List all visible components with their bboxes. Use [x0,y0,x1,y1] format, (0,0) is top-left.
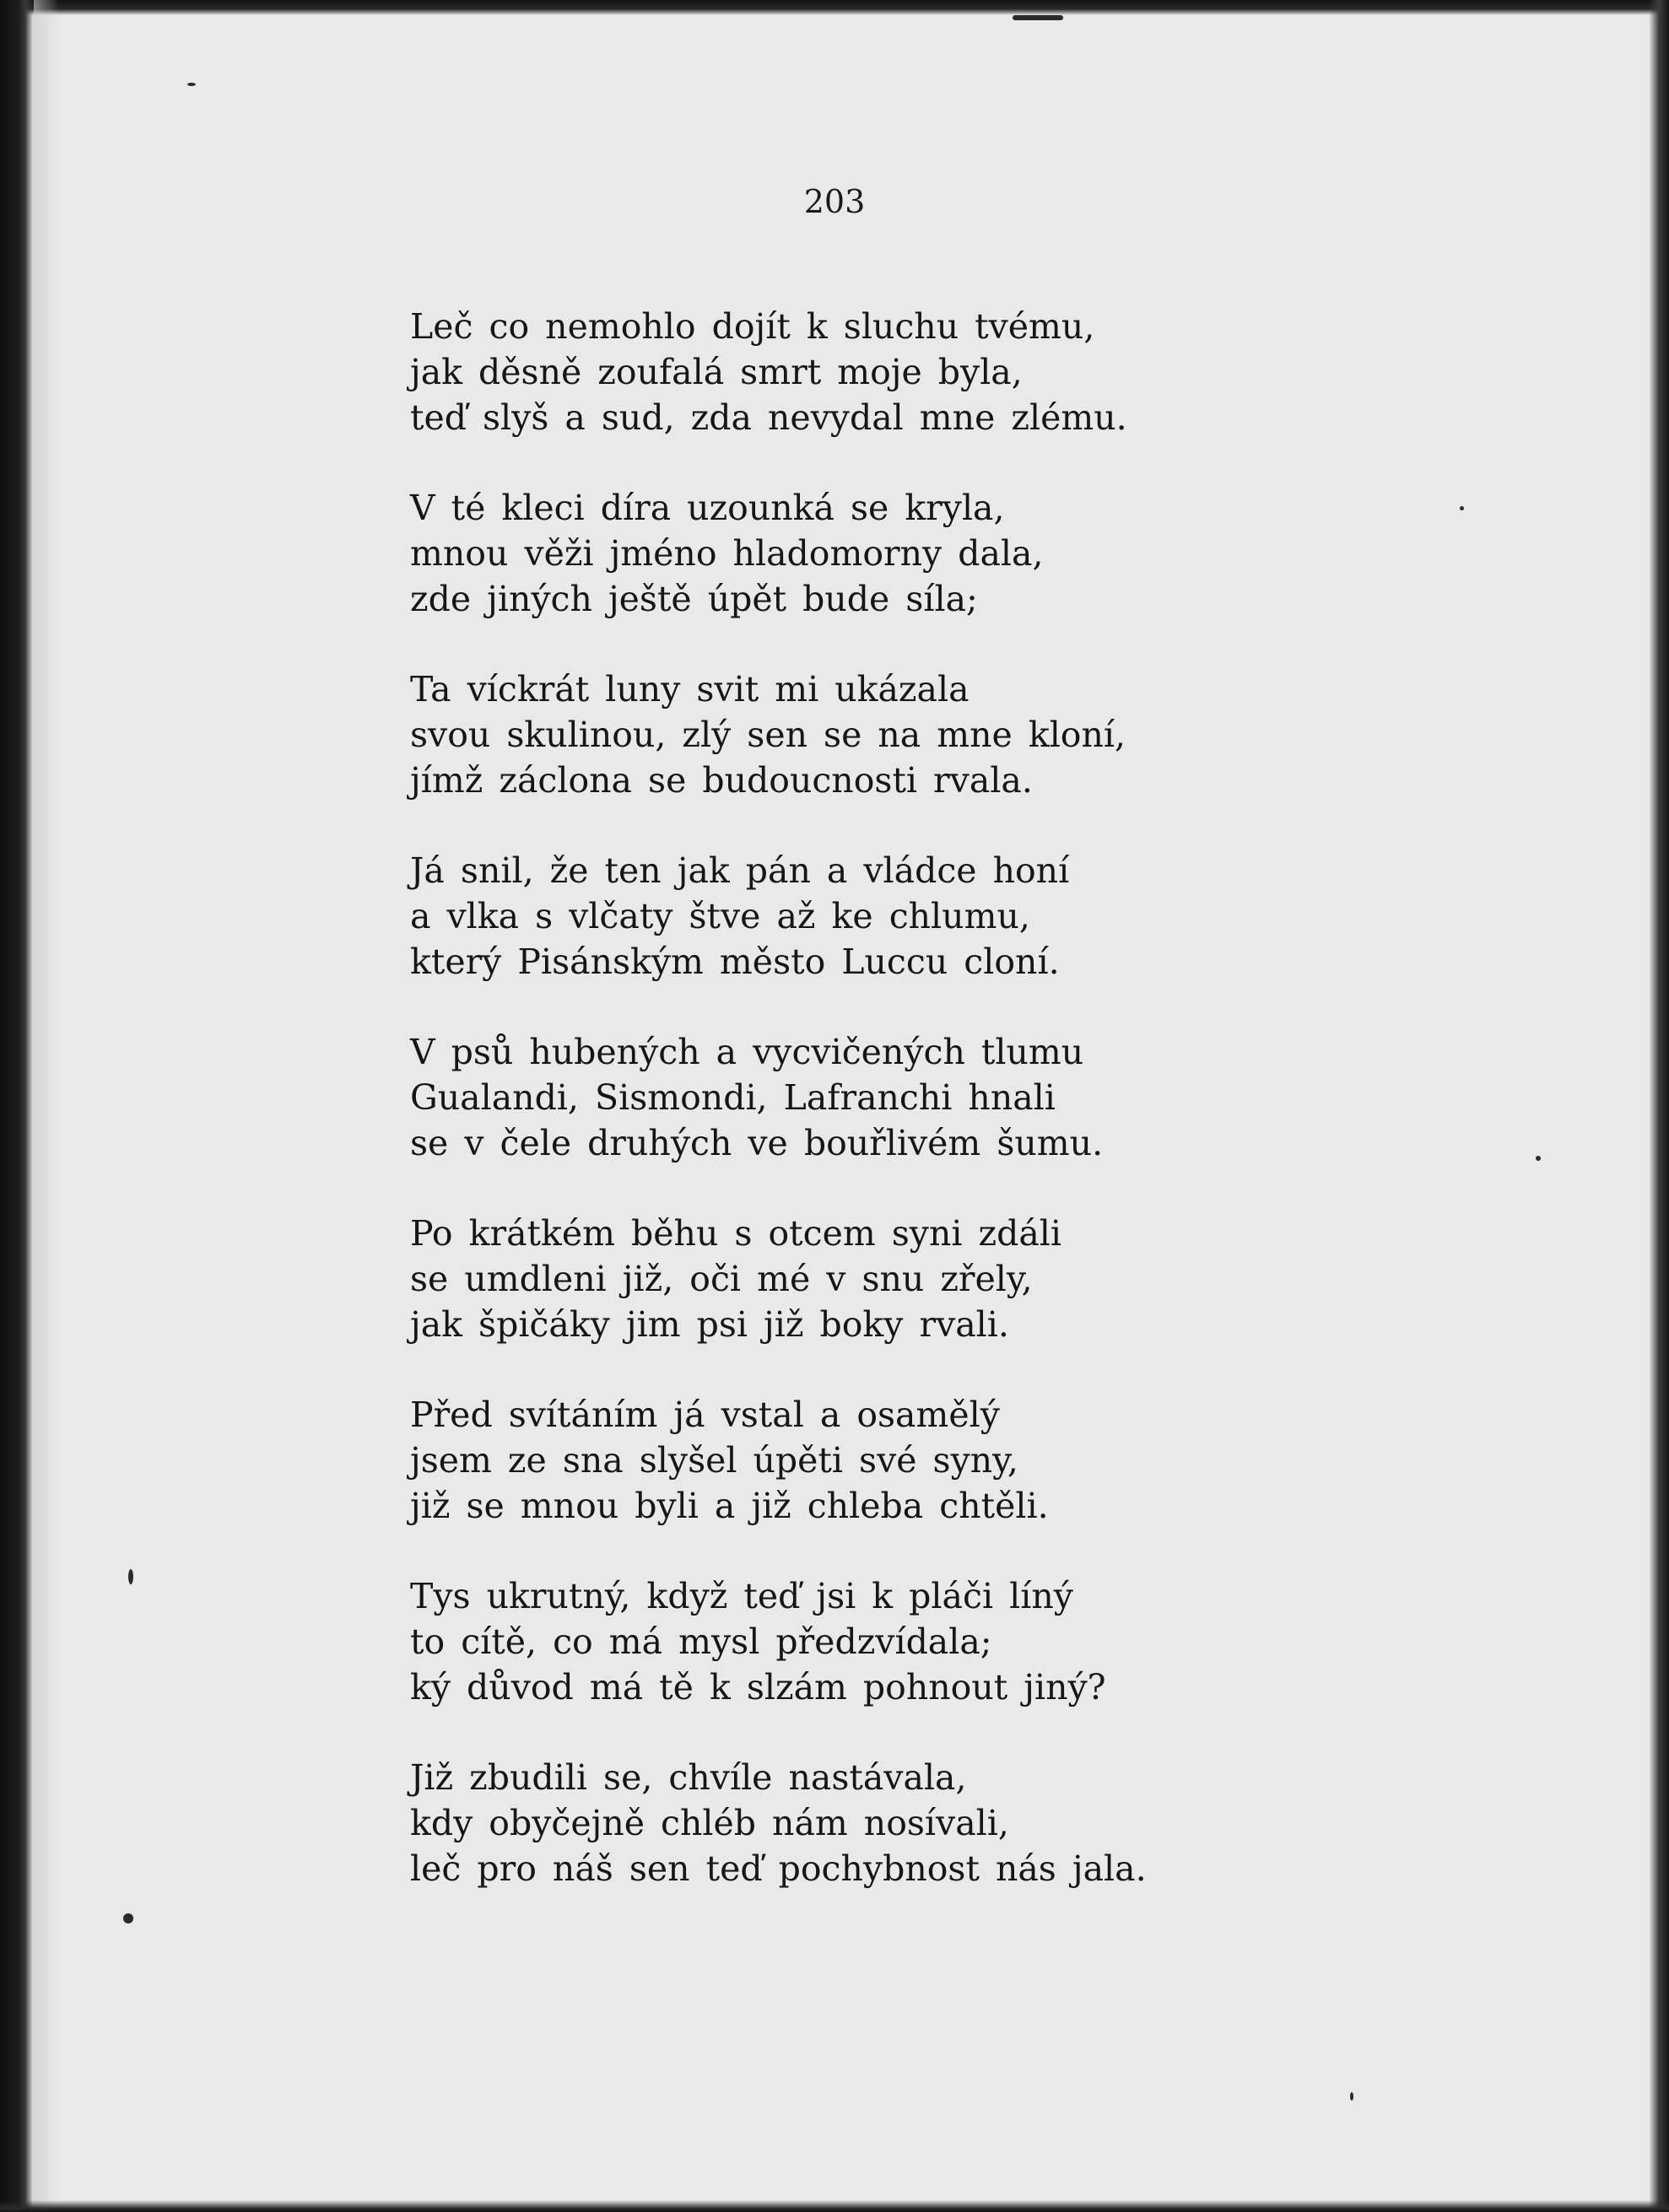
scan-edge-bottom [0,2200,1669,2212]
poem-line: Ta víckrát luny svit mi ukázala [410,669,970,709]
stanza [410,1211,1254,1347]
poem-line: Gualandi, Sismondi, Lafranchi hnali [410,1077,1056,1118]
page-fold-shadow [34,0,59,2212]
scan-speck [128,1569,133,1584]
scan-edge-top [0,0,1669,15]
scan-edge-left [0,0,34,2212]
poem-line: Po krátkém běhu s otcem syni zdáli [410,1213,1062,1254]
stanza [410,1573,1254,1710]
poem-line: mnou věži jméno hladomorny dala, [410,533,1044,574]
poem-line: se umdleni již, oči mé v snu zřely, [410,1259,1033,1299]
stanza [410,304,1254,440]
stanza [410,1029,1254,1166]
scan-speck [1460,506,1464,510]
scan-edge-right [1649,0,1669,2212]
stanza [410,666,1254,803]
poem-line: jak děsně zoufalá smrt moje byla, [410,352,1023,392]
poem-line: se v čele druhých ve bouřlivém šumu. [410,1123,1104,1163]
stanza [410,1755,1254,1891]
poem-line: kdy obyčejně chléb nám nosívali, [410,1803,1009,1843]
scan-speck [1536,1156,1541,1161]
poem-line: který Pisánským město Luccu cloní. [410,941,1060,982]
poem-line: Leč co nemohlo dojít k sluchu tvému, [410,306,1095,347]
poem-line: teď slyš a sud, zda nevydal mne zlému. [410,397,1127,438]
scan-speck [187,83,196,86]
scan-speck [1350,2092,1353,2101]
poem-text [410,304,1254,1936]
stanza [410,1392,1254,1529]
stanza [410,485,1254,622]
poem-line: jak špičáky jim psi již boky rvali. [410,1304,1009,1345]
poem-line: V té kleci díra uzounká se kryla, [410,488,1005,528]
stanza [410,848,1254,985]
poem-line: jsem ze sna slyšel úpěti své syny, [410,1440,1018,1481]
poem-line: Tys ukrutný, když teď jsi k pláči líný [410,1576,1073,1616]
poem-line: svou skulinou, zlý sen se na mne kloní, [410,715,1126,755]
page-number: 203 [803,183,866,220]
poem-line: a vlka s vlčaty štve až ke chlumu, [410,896,1030,936]
poem-line: Před svítáním já vstal a osamělý [410,1395,1000,1435]
poem-line: Já snil, že ten jak pán a vládce honí [410,850,1070,891]
poem-line: již se mnou byli a již chleba chtěli. [410,1486,1049,1526]
poem-line: V psů hubených a vycvičených tlumu [410,1032,1084,1072]
scan-speck [1013,15,1063,20]
poem-line: jímž záclona se budoucnosti rvala. [410,760,1033,801]
poem-line: zde jiných ještě úpět bude síla; [410,579,978,619]
poem-line: ký důvod má tě k slzám pohnout jiný? [410,1667,1106,1708]
poem-line: Již zbudili se, chvíle nastávala, [410,1757,967,1798]
scan-speck [123,1913,133,1923]
poem-line: leč pro náš sen teď pochybnost nás jala. [410,1848,1147,1889]
poem-line: to cítě, co má mysl předzvídala; [410,1621,992,1662]
